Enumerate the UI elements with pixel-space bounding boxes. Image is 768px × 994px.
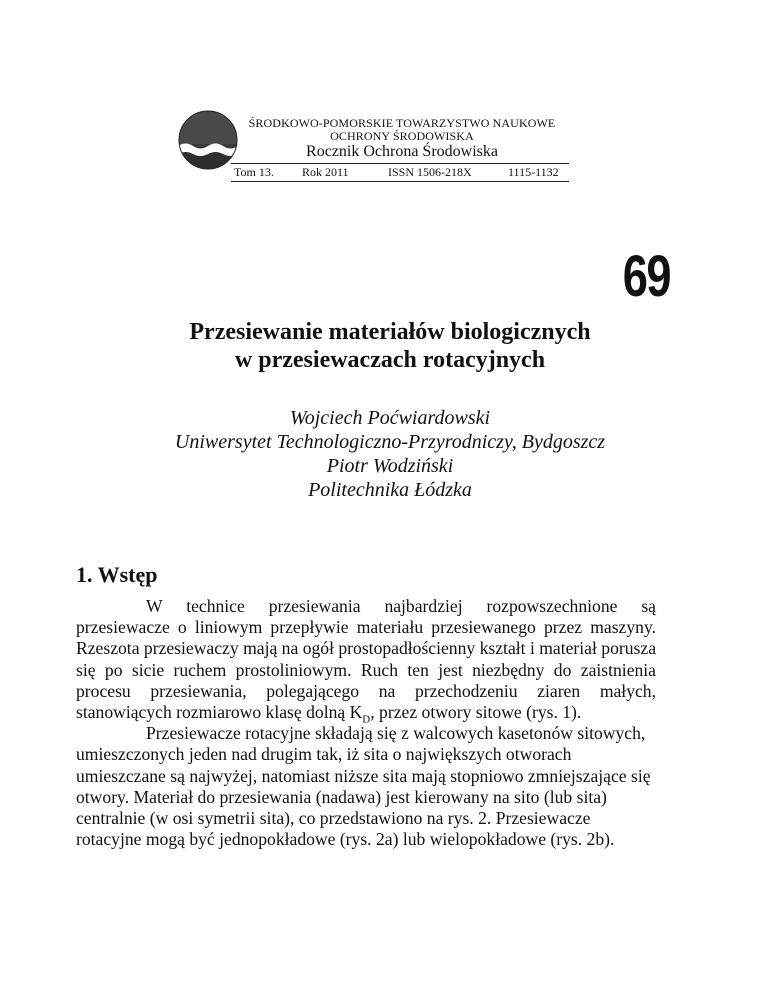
society-logo [178,110,238,170]
paragraph-text: W technice przesiewania najbardziej rozpowszechnione są przesiewacze o liniowym przepływie materiału przesiewanego przez maszyny. Rzeszota przesiewaczy mają na ogół prostopadłościenny kształt i materiał porusza się po sicie ruchem prostoliniowym. Ruch ten jest niezbędny do zaistnienia procesu przesiewania, polegającego na przechodzeniu ziaren małych, stanowiących rozmiarowo klasę dolną K [76,596,656,723]
paragraph-text: , przez otwory sitowe (rys. 1). [370,702,582,723]
subscript: D [362,713,371,726]
paragraph: Przesiewacze rotacyjne składają się z walcowych kasetonów sitowych, umieszczonych jeden nad drugim tak, iż sita o największych otworach umieszczane są najwyżej, natomiast niższe sita mają stopniowo zmniejszające się otwory. Materiał do przesiewania (nadawa) jest kierowany na sito (lub sita) centralnie (w osi symetrii sita), co przedstawiono na rys. 2. Przesiewacze rotacyjne mogą być jednopokładowe (rys. 2a) lub wielopokładowe (rys. 2b). [76,723,651,850]
page-range: 1115-1132 [508,165,559,179]
author-name: Piotr Wodziński [326,455,454,477]
author-affiliation: Politechnika Łódzka [308,479,472,501]
author-name: Wojciech Poćwiardowski [289,407,491,429]
authors-block [100,406,680,502]
section-heading: 1. Wstęp [76,562,158,587]
publisher-header [236,117,568,143]
title-line-2: w przesiewaczach rotacyjnych [234,347,546,373]
body-text [76,596,656,850]
header-rule-top [231,163,569,164]
chapter-number: 69 [622,244,670,309]
author-affiliation: Uniwersytet Technologiczno-Przyrodniczy, Bydgoszcz [174,431,606,453]
publisher-name-line1: ŚRODKOWO-POMORSKIE TOWARZYSTWO NAUKOWE [248,116,556,130]
publication-meta [231,165,569,180]
paper-title [100,318,680,374]
title-line-1: Przesiewanie materiałów biologicznych [189,319,591,345]
publisher-name-line2: OCHRONY ŚRODOWISKA [330,129,474,143]
year: Rok 2011 [302,165,349,179]
issn: ISSN 1506-218X [388,165,472,179]
journal-name: Rocznik Ochrona Środowiska [306,143,498,160]
paragraph [76,596,656,726]
volume: Tom 13. [234,165,274,179]
header-rule-bottom [231,181,569,182]
